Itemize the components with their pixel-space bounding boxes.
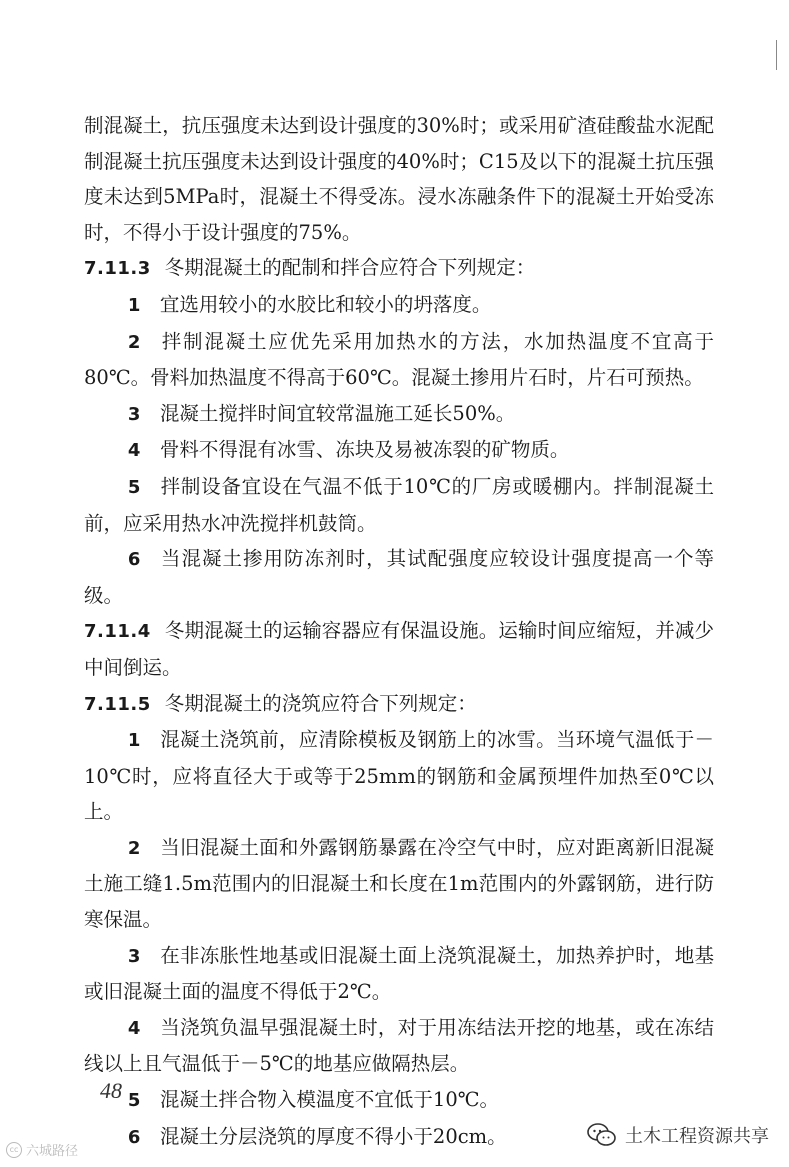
item-number: 1 (127, 730, 141, 752)
list-item (84, 287, 714, 324)
item-number: 2 (127, 837, 141, 859)
watermark-left (6, 1140, 78, 1159)
clause-text: 冬期混凝土的配制和拌合应符合下列规定： (164, 256, 536, 280)
item-text: 混凝土分层浇筑的厚度不得小于20cm。 (159, 1124, 507, 1148)
cc-logo-icon: cc (6, 1142, 22, 1158)
item-text: 宜选用较小的水胶比和较小的坍落度。 (159, 292, 492, 316)
item-number: 3 (127, 945, 141, 967)
item-number: 6 (127, 1126, 141, 1148)
item-number: 2 (127, 331, 141, 353)
item-text: 拌制混凝土应优先采用加热水的方法，水加热温度不宜高于80℃。骨料加热温度不得高于60℃。混凝土掺用片石时，片石可预热。 (84, 329, 714, 390)
list-item (84, 1082, 714, 1119)
item-text: 骨料不得混有冰雪、冻块及易被冻裂的矿物质。 (159, 438, 570, 462)
page-edge-line (776, 40, 777, 70)
item-number: 6 (127, 549, 141, 571)
item-text: 当浇筑负温早强混凝土时，对于用冻结法开挖的地基，或在冻结线以上且气温低于－5℃的地基应做隔热层。 (84, 1015, 714, 1076)
clause-text: 冬期混凝土的运输容器应有保温设施。运输时间应缩短，并减少中间倒运。 (84, 619, 714, 679)
document-body (84, 108, 714, 1155)
list-item (84, 541, 714, 613)
list-item (84, 469, 714, 541)
list-item (84, 938, 714, 1010)
item-number: 5 (127, 1090, 141, 1112)
item-number: 5 (127, 476, 141, 498)
clause-text: 冬期混凝土的浇筑应符合下列规定： (164, 691, 477, 715)
watermark-right (587, 1122, 769, 1148)
item-text: 拌制设备宜设在气温不低于10℃的厂房或暖棚内。拌制混凝土前，应采用热水冲洗搅拌机鼓筒。 (84, 474, 714, 535)
item-text: 混凝土搅拌时间宜较常温施工延长50%。 (159, 401, 516, 425)
item-text: 混凝土拌合物入模温度不宜低于10℃。 (159, 1088, 500, 1112)
clause-paragraph (84, 613, 714, 685)
list-item (84, 722, 714, 830)
item-number: 4 (127, 1017, 141, 1039)
clause-number: 7.11.4 (84, 621, 151, 643)
item-number: 3 (127, 403, 141, 425)
item-number: 1 (127, 294, 141, 316)
list-item (84, 396, 714, 433)
watermark-left-text: 六城路径 (26, 1144, 79, 1159)
clause-paragraph (84, 250, 714, 287)
watermark-right-text: 土木工程资源共享 (625, 1126, 769, 1147)
clause-number: 7.11.3 (84, 258, 151, 280)
paragraph: 制混凝土，抗压强度未达到设计强度的30%时；或采用矿渣硅酸盐水泥配制混凝土抗压强度未达到设计强度的40%时；C15及以下的混凝土抗压强度未达到5MPa时，混凝土不得受冻。浸水冻融条件下的混凝土开始受冻时，不得小于设计强度的75%。 (84, 114, 714, 244)
wechat-icon (587, 1122, 617, 1148)
item-text: 在非冻胀性地基或旧混凝土面上浇筑混凝土，加热养护时，地基或旧混凝土面的温度不得低于2℃。 (84, 943, 714, 1004)
list-item (84, 324, 714, 396)
item-text: 混凝土浇筑前，应清除模板及钢筋上的冰雪。当环境气温低于－10℃时，应将直径大于或等于25mm的钢筋和金属预埋件加热至0℃以上。 (84, 728, 714, 824)
list-item (84, 830, 714, 938)
page-number: 48 (100, 1078, 122, 1103)
clause-number: 7.11.5 (84, 693, 151, 715)
item-number: 4 (127, 440, 141, 462)
item-text: 当混凝土掺用防冻剂时，其试配强度应较设计强度提高一个等级。 (84, 547, 714, 607)
list-item (84, 432, 714, 469)
list-item (84, 1010, 714, 1082)
clause-paragraph (84, 686, 714, 723)
item-text: 当旧混凝土面和外露钢筋暴露在冷空气中时，应对距离新旧混凝土施工缝1.5m范围内的旧混凝土和长度在1m范围内的外露钢筋，进行防寒保温。 (84, 835, 714, 932)
